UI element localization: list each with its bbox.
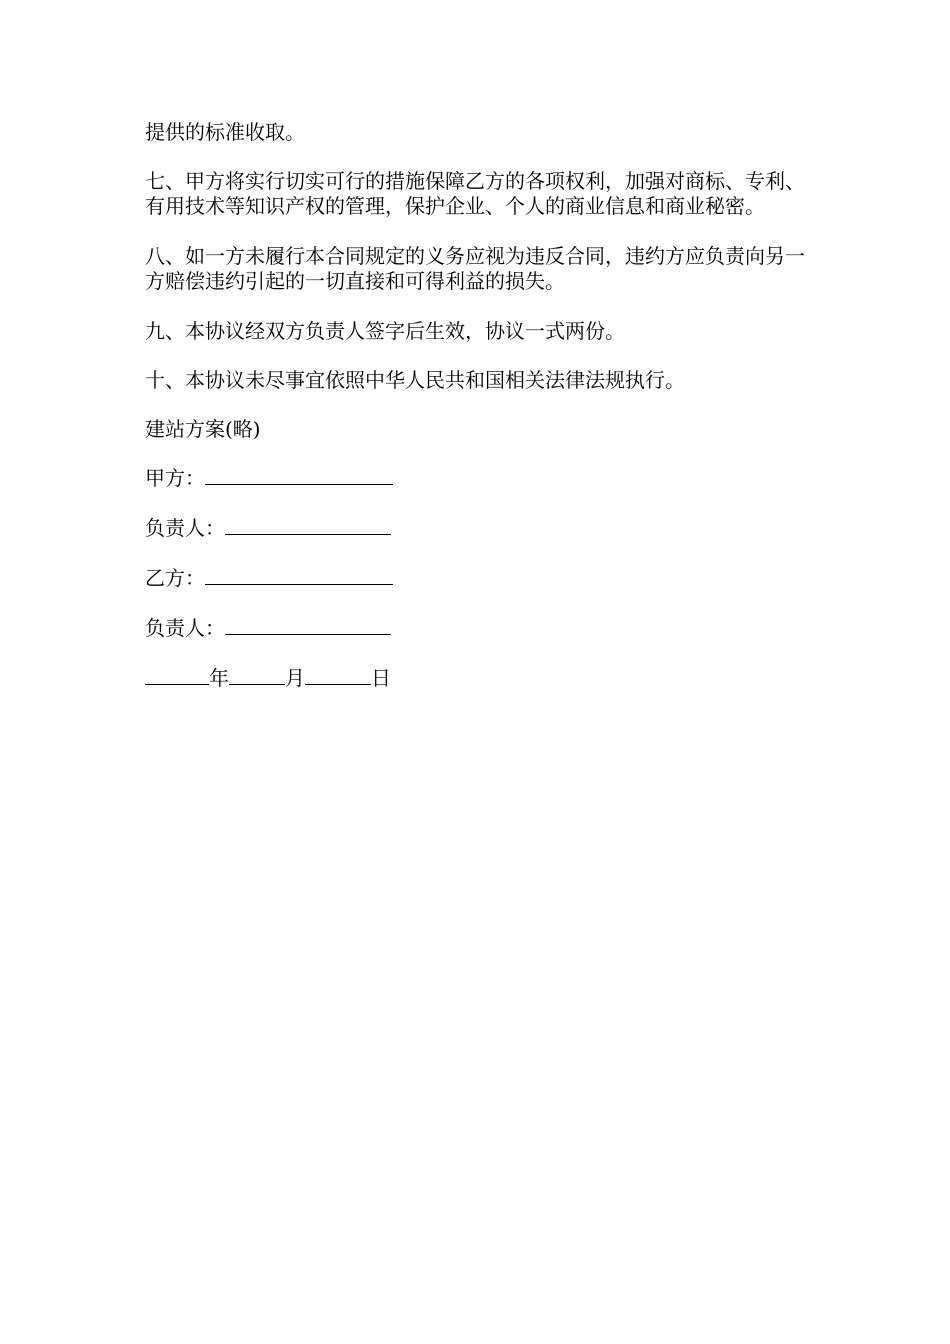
- paragraph-site-plan: 建站方案(略): [145, 417, 261, 441]
- party-b-rep-label: 负责人：: [145, 616, 225, 640]
- party-a-blank[interactable]: [205, 466, 393, 485]
- date-line: [145, 666, 815, 691]
- party-b-label: 乙方：: [145, 566, 205, 590]
- paragraph-clause-9: 九、本协议经双方负责人签字后生效，协议一式两份。: [145, 319, 625, 343]
- month-blank[interactable]: [229, 666, 285, 685]
- month-label: 月: [285, 666, 305, 690]
- party-a-rep-blank[interactable]: [225, 516, 391, 535]
- paragraph-clause-8: 八、如一方未履行本合同规定的义务应视为违反合同，违约方应负责向另一方赔偿违约引起的一切直接和可得利益的损失。: [145, 244, 805, 293]
- party-a-rep-label: 负责人：: [145, 516, 225, 540]
- year-label: 年: [209, 666, 229, 690]
- paragraph-clause-7: 七、甲方将实行切实可行的措施保障乙方的各项权利，加强对商标、专利、有用技术等知识产权的管理，保护企业、个人的商业信息和商业秘密。: [145, 169, 805, 218]
- party-b-line: [145, 566, 815, 591]
- party-b-blank[interactable]: [205, 566, 393, 585]
- party-a-rep-line: [145, 516, 815, 541]
- day-blank[interactable]: [305, 666, 371, 685]
- party-b-rep-line: [145, 616, 815, 641]
- day-label: 日: [371, 666, 391, 690]
- party-a-line: [145, 466, 815, 491]
- party-a-label: 甲方：: [145, 466, 205, 490]
- document-body: [145, 120, 815, 716]
- paragraph-clause-10: 十、本协议未尽事宜依照中华人民共和国相关法律法规执行。: [145, 368, 685, 392]
- party-b-rep-blank[interactable]: [225, 616, 391, 635]
- year-blank[interactable]: [145, 666, 209, 685]
- paragraph-fee-standard: 提供的标准收取。: [145, 120, 305, 144]
